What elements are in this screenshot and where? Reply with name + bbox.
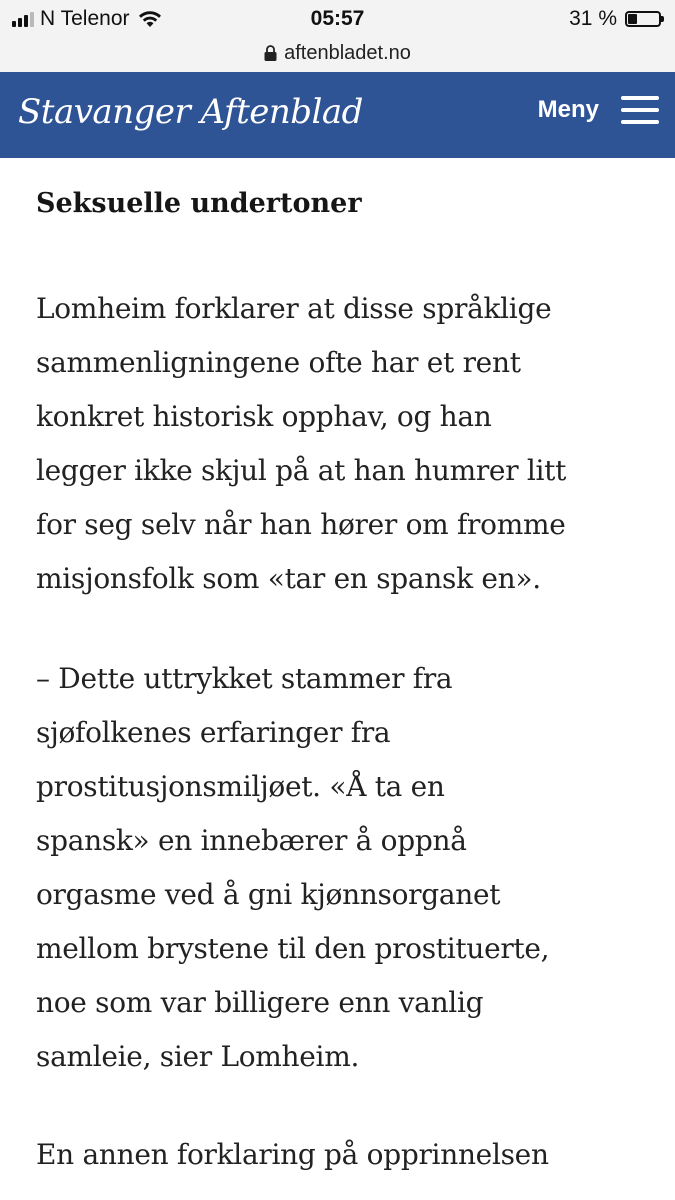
paragraph-line: – Dette uttrykket stammer fra — [36, 662, 453, 695]
paragraph-line: spansk» en innebærer å oppnå — [36, 824, 467, 857]
paragraph-line: noe som var billigere enn vanlig — [36, 986, 484, 1019]
status-time: 05:57 — [310, 7, 365, 30]
battery-level — [628, 14, 637, 24]
url-domain: aftenbladet.no — [284, 41, 411, 64]
status-bar — [0, 0, 675, 38]
article-paragraph-2 — [36, 652, 549, 1084]
site-logo[interactable]: Stavanger Aftenblad — [18, 92, 363, 132]
battery-icon — [625, 11, 661, 27]
paragraph-line: konkret historisk opphav, og han — [36, 400, 492, 433]
article-body — [0, 158, 675, 1200]
carrier-name: N Telenor — [40, 7, 130, 30]
menu-label: Meny — [537, 96, 599, 123]
article-paragraph-1 — [36, 282, 566, 606]
paragraph-line: samleie, sier Lomheim. — [36, 1040, 360, 1073]
paragraph-line: mellom brystene til den prostituerte, — [36, 932, 550, 965]
paragraph-line: sjøfolkenes erfaringer fra — [36, 716, 391, 749]
paragraph-line: for seg selv når han hører om fromme — [36, 508, 566, 541]
article-paragraph-3 — [36, 1128, 549, 1182]
paragraph-line: legger ikke skjul på at han humrer litt — [36, 454, 567, 487]
url-bar[interactable] — [0, 36, 675, 70]
paragraph-line: orgasme ved å gni kjønnsorganet — [36, 878, 501, 911]
status-right — [569, 7, 661, 31]
article-subheading: Seksuelle undertoner — [36, 188, 362, 219]
paragraph-line: sammenligningene ofte har et rent — [36, 346, 521, 379]
paragraph-line: prostitusjonsmiljøet. «Å ta en — [36, 770, 445, 803]
site-header — [0, 72, 675, 158]
paragraph-line: misjonsfolk som «tar en spansk en». — [36, 562, 541, 595]
battery-percent: 31 % — [569, 7, 617, 30]
lock-icon — [264, 45, 277, 61]
hamburger-menu-icon — [621, 96, 659, 124]
paragraph-line: En annen forklaring på opprinnelsen — [36, 1138, 549, 1171]
paragraph-line: Lomheim forklarer at disse språklige — [36, 292, 552, 325]
menu-button[interactable] — [538, 96, 659, 124]
